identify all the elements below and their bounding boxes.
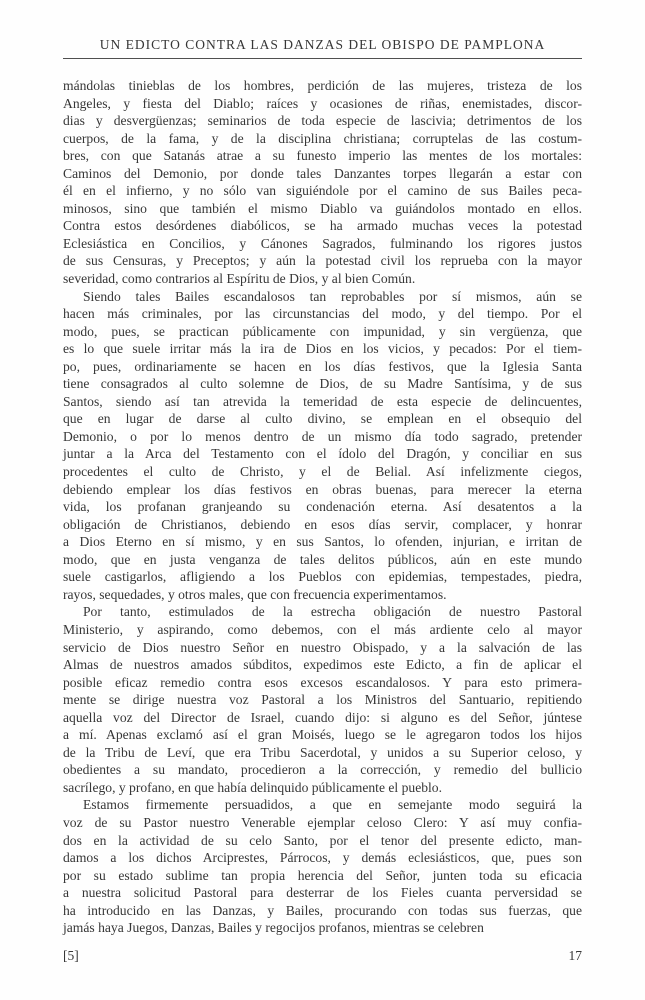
text-line: mándolas tinieblas de los hombres, perdición de las mujeres, tristeza de los xyxy=(63,78,582,93)
text-line: ha introducido en las Danzas, y Bailes, procurando con todas sus fuerzas, que xyxy=(63,902,582,918)
text-line: Ministerio, y aspirando, como debemos, con el más ardiente celo al mayor xyxy=(63,621,582,637)
text-line: él en el infierno, y no sólo van siguiéndole por el camino de sus Bailes peca- xyxy=(63,183,582,199)
signature-mark: [5] xyxy=(63,948,79,963)
text-line: Demonio, o por lo menos dentro de un mismo día todo sagrado, pretender xyxy=(63,428,582,444)
text-line: bres, con que Satanás atrae a su funesto imperio las mentes de los mortales: xyxy=(63,148,582,164)
text-line: minosos, sino que también el mismo Diablo va guiándolos montado en ellos. xyxy=(63,200,582,216)
text-line: por su estado sublime tan propia herencia del Señor, junten toda su eficacia xyxy=(63,867,582,883)
text-line: dos en la actividad de su celo Santo, por el tenor del presente edicto, man- xyxy=(63,832,582,848)
text-line: servicio de Dios nuestro Señor en nuestro Obispado, y a la salvación de las xyxy=(63,639,582,655)
text-line: Por tanto, estimulados de la estrecha obligación de nuestro Pastoral xyxy=(83,604,582,620)
text-line: de sus Censuras, y Preceptos; y aún la potestad civil los reprueba con la mayor xyxy=(63,253,582,269)
text-line: juntar a la Arca del Testamento con el ídolo del Dragón, y conciliar en sus xyxy=(63,446,582,462)
text-line: a nuestra solicitud Pastoral para desterrar de los Fieles cuanta perversidad se xyxy=(63,885,582,901)
page-footer xyxy=(63,948,582,964)
text-line: damos a los dichos Arciprestes, Párrocos, y demás eclesiásticos, que, pues son xyxy=(63,850,582,866)
text-line: modo, que en justa venganza de tales delitos públicos, aún en este mundo xyxy=(63,551,582,567)
text-line: severidad, como contrarios al Espíritu de Dios, y al bien Común. xyxy=(63,271,416,287)
text-line: dias y desvergüenzas; seminarios de toda especie de lascivia; detrimentos de los xyxy=(63,113,582,129)
text-line: de la Tribu de Leví, que era Tribu Sacerdotal, y unidos a su Superior celoso, y xyxy=(63,744,582,760)
text-line: posible eficaz remedio contra esos excesos escandalosos. Y para esto primera- xyxy=(63,674,582,690)
text-line: rayos, sequedades, y otros males, que con frecuencia experimentamos. xyxy=(63,586,447,602)
text-line: po, pues, ordinariamente se hacen en los días festivos, que la Iglesia Santa xyxy=(63,358,582,374)
text-line: suele castigarlos, afligiendo a los Pueblos con epidemias, tempestades, piedra, xyxy=(63,569,582,585)
text-line: a Dios Eterno en sí mismo, y en sus Santos, lo ofenden, injurian, e irritan de xyxy=(63,534,582,550)
text-line: aquella voz del Director de Israel, cuando dijo: si alguno es del Señor, júntese xyxy=(63,709,582,725)
page-number: 17 xyxy=(568,948,582,963)
text-line: mente se dirige nuestra voz Pastoral a los Ministros del Santuario, repitiendo xyxy=(63,692,582,708)
running-header-title: UN EDICTO CONTRA LAS DANZAS DEL OBISPO DE PAMPLONA xyxy=(99,37,546,52)
text-line: Contra estos desórdenes diabólicos, se ha armado muchas veces la potestad xyxy=(63,218,582,234)
text-line: Siendo tales Bailes escandalosos tan reprobables por sí mismos, aún se xyxy=(83,288,582,304)
text-line: Almas de nuestros amados súbditos, expedimos este Edicto, a fin de aplicar el xyxy=(63,657,582,673)
text-line: jamás haya Juegos, Danzas, Bailes y regocijos profanos, mientras se celebren xyxy=(63,920,484,936)
text-line: Caminos del Demonio, por donde tales Danzantes torpes llegarán a estar con xyxy=(63,165,582,181)
text-line: Estamos firmemente persuadidos, a que en semejante modo seguirá la xyxy=(83,797,582,813)
text-line: es lo que suele irritar más la ira de Dios en los vicios, y pecados: Por el tiem- xyxy=(63,341,582,357)
body-text xyxy=(63,77,582,937)
text-line: hacen más criminales, por las circunstancias del modo, y del tiempo. Por el xyxy=(63,306,582,322)
text-line: vida, los profanan granjeando su condenación eterna. Así desatentos a la xyxy=(63,499,582,515)
text-line: sacrílego, y profano, en que había delinquido públicamente el pueblo. xyxy=(63,779,442,795)
text-line: a mí. Apenas exclamó así el gran Moisés, luego se le agregaron todos los hijos xyxy=(63,727,582,743)
running-header xyxy=(63,37,582,59)
text-line: procedentes el culto de Christo, y el de Belial. Así infelizmente ciegos, xyxy=(63,464,582,480)
text-line: Santos, siendo así tan atrevida la temeridad de esta especie de delincuentes, xyxy=(63,393,582,409)
text-line: voz de su Pastor nuestro Venerable ejemplar celoso Clero: Y así muy confia- xyxy=(63,814,582,830)
text-line: Eclesiástica en Concilios, y Cánones Sagrados, fulminando los rigores justos xyxy=(63,235,582,251)
text-line: obedientes a su mandato, procedieron a la corrección, y remedio del bullicio xyxy=(63,762,582,778)
text-line: modo, pues, se practican públicamente con impunidad, y sin vergüenza, que xyxy=(63,323,582,339)
text-line: Angeles, y fiesta del Diablo; raíces y ocasiones de riñas, enemistades, discor- xyxy=(63,95,582,111)
text-line: cuerpos, de la fama, y de la disciplina christiana; corruptelas de las costum- xyxy=(63,130,582,146)
text-line: tiene consagrados al culto solemne de Dios, de su Madre Santísima, y de sus xyxy=(63,376,582,392)
text-line: debiendo emplear los días festivos en obras buenas, para merecer la eterna xyxy=(63,481,582,497)
text-line: que en lugar de darse al culto divino, se emplean en el obsequio del xyxy=(63,411,582,427)
text-line: obligación de Christianos, debiendo en esos días servir, complacer, y honrar xyxy=(63,516,582,532)
